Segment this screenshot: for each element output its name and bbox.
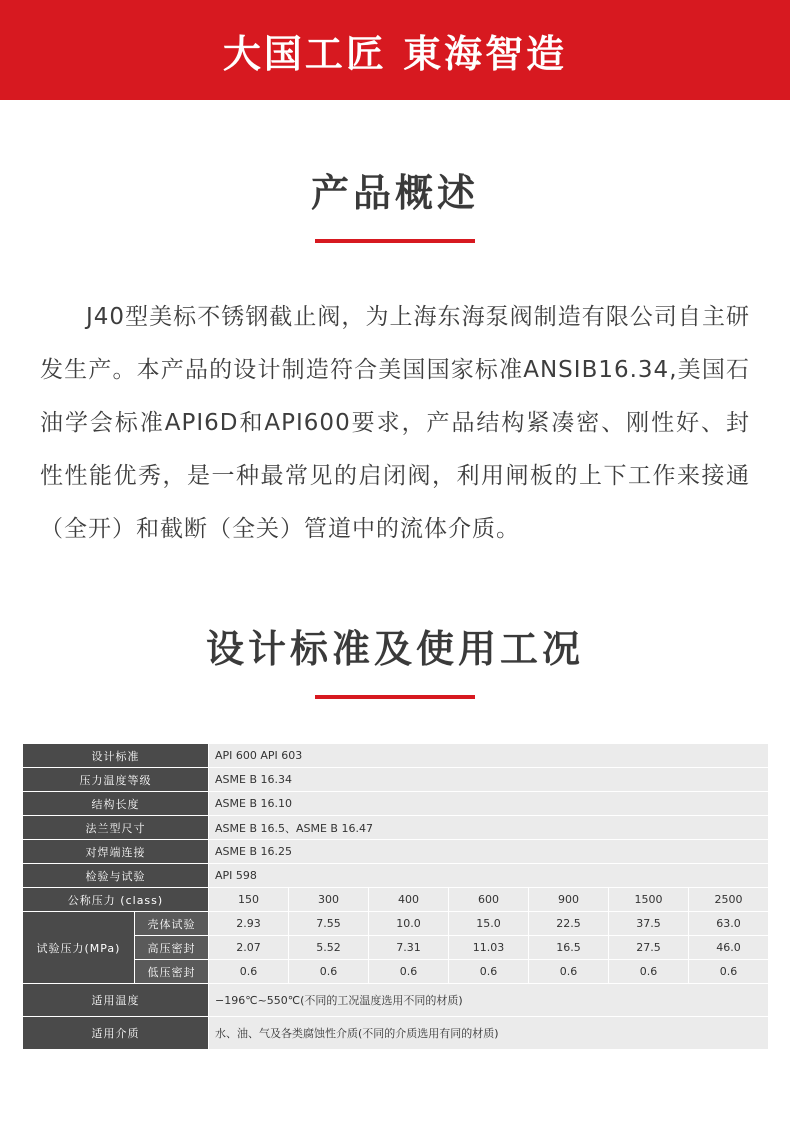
row-label: 适用介质 xyxy=(23,1017,209,1050)
page-title: 产品概述 xyxy=(310,171,479,215)
cell: 2500 xyxy=(689,888,769,912)
table-row xyxy=(23,1017,769,1050)
cell: 27.5 xyxy=(609,936,689,960)
cell: 2.93 xyxy=(209,912,289,936)
row-value: ASME B 16.34 xyxy=(209,768,769,792)
cell: 5.52 xyxy=(289,936,369,960)
cell: 0.6 xyxy=(449,960,529,984)
row-label: 检验与试验 xyxy=(23,864,209,888)
cell: 0.6 xyxy=(529,960,609,984)
cell: 150 xyxy=(209,888,289,912)
heading-underline xyxy=(315,695,475,699)
cell: 37.5 xyxy=(609,912,689,936)
spec-table xyxy=(22,743,769,1050)
cell: 16.5 xyxy=(529,936,609,960)
cell: 7.55 xyxy=(289,912,369,936)
row-value: 水、油、气及各类腐蚀性介质(不同的介质选用有同的材质) xyxy=(209,1017,769,1050)
row-label: 试验压力(MPa) xyxy=(23,912,135,984)
row-label: 压力温度等级 xyxy=(23,768,209,792)
row-value: ASME B 16.5、ASME B 16.47 xyxy=(209,816,769,840)
cell: 0.6 xyxy=(609,960,689,984)
cell: 15.0 xyxy=(449,912,529,936)
cell: 7.31 xyxy=(369,936,449,960)
cell: 400 xyxy=(369,888,449,912)
table-row-test-pressure xyxy=(23,960,769,984)
cell: 46.0 xyxy=(689,936,769,960)
table-row xyxy=(23,984,769,1017)
row-sublabel: 低压密封 xyxy=(135,960,209,984)
banner-title: 大国工匠 東海智造 xyxy=(222,31,568,76)
cell: 900 xyxy=(529,888,609,912)
row-value: −196℃~550℃(不同的工况温度选用不同的材质) xyxy=(209,984,769,1017)
cell: 63.0 xyxy=(689,912,769,936)
row-label: 对焊端连接 xyxy=(23,840,209,864)
table-row xyxy=(23,816,769,840)
table-row xyxy=(23,792,769,816)
cell: 300 xyxy=(289,888,369,912)
heading-underline xyxy=(315,239,475,243)
row-label: 公称压力 (class) xyxy=(23,888,209,912)
section-heading-overview xyxy=(0,162,790,243)
intro-paragraph: J40型美标不锈钢截止阀，为上海东海泵阀制造有限公司自主研发生产。本产品的设计制造符合美国国家标准ANSIB16.34,美国石油学会标准API6D和API600要求，产品结构紧凑密、刚性好、封性性能优秀，是一种最常见的启闭阀，利用闸板的上下工作来接通（全开）和截断（全关）管道中的流体介质。 xyxy=(40,304,750,542)
cell: 1500 xyxy=(609,888,689,912)
row-value: API 600 API 603 xyxy=(209,744,769,768)
row-label: 设计标准 xyxy=(23,744,209,768)
section-heading-standards xyxy=(0,618,790,699)
cell: 22.5 xyxy=(529,912,609,936)
cell: 0.6 xyxy=(689,960,769,984)
cell: 2.07 xyxy=(209,936,289,960)
table-row xyxy=(23,840,769,864)
row-value: API 598 xyxy=(209,864,769,888)
table-row-test-pressure xyxy=(23,936,769,960)
spec-table-wrap xyxy=(22,743,768,1050)
cell: 600 xyxy=(449,888,529,912)
row-label: 结构长度 xyxy=(23,792,209,816)
cell: 0.6 xyxy=(209,960,289,984)
cell: 11.03 xyxy=(449,936,529,960)
banner xyxy=(0,0,790,100)
table-row-pressure-class xyxy=(23,888,769,912)
table-row-test-pressure xyxy=(23,912,769,936)
row-value: ASME B 16.10 xyxy=(209,792,769,816)
row-sublabel: 高压密封 xyxy=(135,936,209,960)
row-value: ASME B 16.25 xyxy=(209,840,769,864)
row-label: 法兰型尺寸 xyxy=(23,816,209,840)
cell: 0.6 xyxy=(289,960,369,984)
table-row xyxy=(23,744,769,768)
cell: 0.6 xyxy=(369,960,449,984)
table-row xyxy=(23,768,769,792)
row-sublabel: 壳体试验 xyxy=(135,912,209,936)
row-label: 适用温度 xyxy=(23,984,209,1017)
table-row xyxy=(23,864,769,888)
cell: 10.0 xyxy=(369,912,449,936)
standards-title: 设计标准及使用工况 xyxy=(205,627,584,671)
